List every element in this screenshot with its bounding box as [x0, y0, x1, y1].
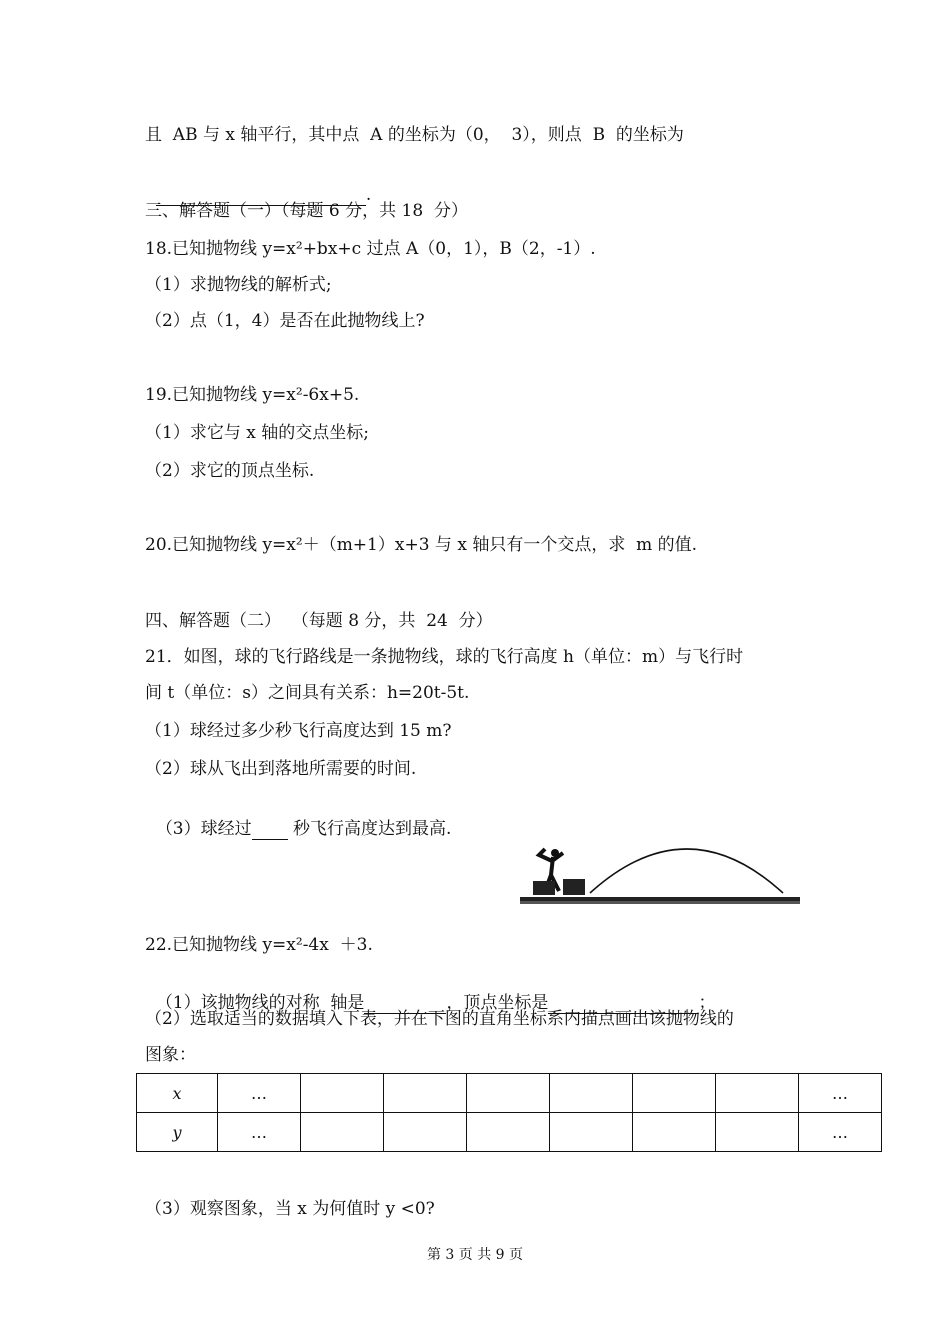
q19-part1: （1）求它与 x 轴的交点坐标;	[145, 423, 369, 443]
answer-blank[interactable]	[252, 821, 288, 840]
q21-part3-prefix: （3）球经过	[155, 819, 252, 839]
q19-part2: （2）求它的顶点坐标.	[145, 461, 315, 481]
section-4-heading: 四、解答题（二） （每题 8 分，共 24 分）	[145, 611, 493, 631]
q17-period: .	[365, 185, 372, 205]
q18-part1: （1）求抛物线的解析式;	[145, 275, 332, 295]
table-cell: …	[799, 1113, 882, 1152]
q20-text: 20.已知抛物线 y=x²＋（m+1）x+3 与 x 轴只有一个交点，求 m 的值.	[145, 535, 698, 555]
q17-text: 且 AB 与 x 轴平行，其中点 A 的坐标为（0， 3），则点 B 的坐标为	[145, 125, 684, 145]
table-cell[interactable]	[301, 1074, 384, 1113]
q21-part1: （1）球经过多少秒飞行高度达到 15 m?	[145, 721, 452, 741]
q18-part2: （2）点（1，4）是否在此抛物线上?	[145, 311, 425, 331]
table-cell[interactable]	[384, 1074, 467, 1113]
q21-part3	[145, 796, 451, 840]
table-cell[interactable]	[716, 1074, 799, 1113]
q18-text: 18.已知抛物线 y=x²+bx+c 过点 A（0，1），B（2，-1）.	[145, 239, 596, 259]
table-cell[interactable]	[633, 1113, 716, 1152]
row-label: y	[137, 1113, 218, 1152]
table-cell[interactable]	[467, 1113, 550, 1152]
table-row	[137, 1074, 882, 1113]
q22-part3: （3）观察图象，当 x 为何值时 y <0?	[145, 1199, 435, 1219]
q21-part3-suffix: 秒飞行高度达到最高.	[287, 819, 452, 839]
table-cell: …	[799, 1074, 882, 1113]
row-label: x	[137, 1074, 218, 1113]
table-cell[interactable]	[301, 1113, 384, 1152]
ball-trajectory-figure	[515, 835, 805, 915]
q21-text-line1: 21．如图，球的飞行路线是一条抛物线，球的飞行高度 h（单位：m）与飞行时	[145, 647, 744, 667]
table-cell: …	[218, 1074, 301, 1113]
table-cell[interactable]	[633, 1074, 716, 1113]
q22-part2-line1: （2）选取适当的数据填入下表，并在下图的直角坐标系内描点画出该抛物线的	[145, 1009, 734, 1029]
q22-part1-suffix: ；	[698, 993, 716, 1013]
trajectory-arc	[590, 849, 783, 893]
q22-text: 22.已知抛物线 y=x²-4x ＋3.	[145, 935, 373, 955]
section-3-heading: 三、解答题（一）（每题 6 分，共 18 分）	[145, 201, 468, 221]
q21-text-line2: 间 t（单位：s）之间具有关系：h=20t-5t.	[145, 683, 470, 703]
xy-value-table	[136, 1073, 882, 1152]
q22-part1-prefix: （1）该抛物线的对称 轴是	[155, 993, 365, 1013]
golfer-icon	[533, 849, 585, 895]
q22-part2-line2: 图象：	[145, 1045, 196, 1065]
table-cell[interactable]	[467, 1074, 550, 1113]
table-cell[interactable]	[716, 1113, 799, 1152]
q22-part1-middle: ，顶点坐标是	[446, 993, 549, 1013]
table-cell[interactable]	[384, 1113, 467, 1152]
ground-shadow	[520, 901, 800, 904]
table-cell[interactable]	[550, 1113, 633, 1152]
table-cell[interactable]	[550, 1074, 633, 1113]
q21-part2: （2）球从飞出到落地所需要的时间.	[145, 759, 417, 779]
q19-text: 19.已知抛物线 y=x²-6x+5.	[145, 385, 360, 405]
table-cell: …	[218, 1113, 301, 1152]
page-footer: 第 3 页 共 9 页	[426, 1247, 524, 1263]
table-row	[137, 1113, 882, 1152]
